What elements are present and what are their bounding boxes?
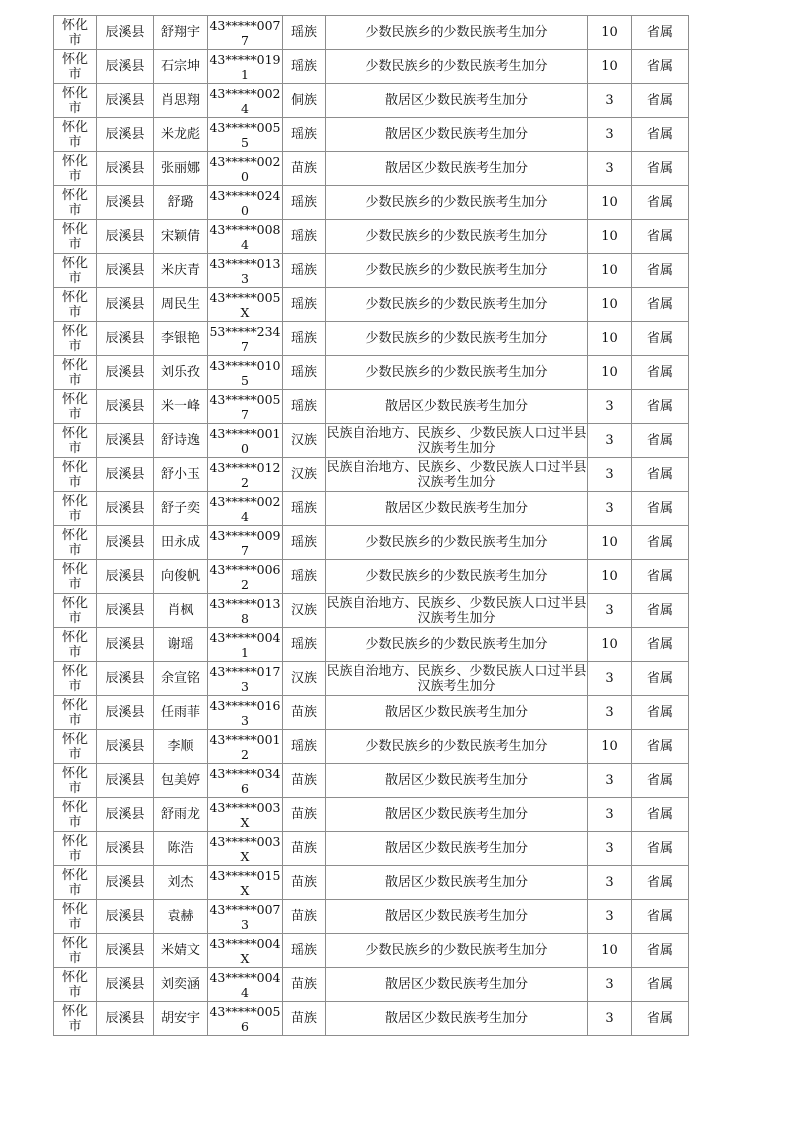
- bonus-policy-cell: 少数民族乡的少数民族考生加分: [326, 628, 588, 662]
- city-cell: 怀化 市: [54, 832, 97, 866]
- table-row: [54, 220, 689, 254]
- table-row: [54, 288, 689, 322]
- city-cell: 怀化 市: [54, 730, 97, 764]
- name-cell: 米一峰: [154, 390, 208, 424]
- county-cell: 辰溪县: [97, 696, 154, 730]
- bonus-policy-cell: 散居区少数民族考生加分: [326, 152, 588, 186]
- bonus-policy-cell: 散居区少数民族考生加分: [326, 764, 588, 798]
- bonus-policy-cell: 民族自治地方、民族乡、少数民族人口过半县汉族考生加分: [326, 425, 587, 456]
- ethnicity-cell: 瑶族: [283, 934, 326, 968]
- ethnicity-cell: 瑶族: [283, 186, 326, 220]
- bonus-points-cell: 3: [588, 390, 632, 424]
- level-cell: 省属: [632, 390, 689, 424]
- name-cell: 舒翔宇: [154, 16, 208, 50]
- table-row: [54, 1002, 689, 1036]
- table-row: [54, 424, 689, 458]
- city-cell: 怀化 市: [54, 628, 97, 662]
- county-cell: 辰溪县: [97, 526, 154, 560]
- id-number-cell: 43*****016 3: [209, 697, 281, 728]
- bonus-policy-cell: 散居区少数民族考生加分: [326, 696, 588, 730]
- bonus-policy-cell: 少数民族乡的少数民族考生加分: [326, 526, 588, 560]
- bonus-policy-cell: 散居区少数民族考生加分: [326, 832, 588, 866]
- bonus-policy-cell: 散居区少数民族考生加分: [326, 968, 588, 1002]
- table-row: [54, 118, 689, 152]
- name-cell: 米庆青: [154, 254, 208, 288]
- name-cell: 舒小玉: [154, 458, 208, 492]
- name-cell: 张丽娜: [154, 152, 208, 186]
- table-row: [54, 662, 689, 696]
- level-cell: 省属: [632, 594, 689, 628]
- bonus-points-cell: 3: [588, 424, 632, 458]
- bonus-policy-cell: 散居区少数民族考生加分: [326, 390, 588, 424]
- id-number-cell: 43*****003 X: [209, 799, 281, 830]
- bonus-points-cell: 3: [588, 118, 632, 152]
- bonus-points-cell: 3: [588, 594, 632, 628]
- county-cell: 辰溪县: [97, 730, 154, 764]
- county-cell: 辰溪县: [97, 152, 154, 186]
- table-row: [54, 50, 689, 84]
- id-number-cell: 43*****034 6: [209, 765, 281, 796]
- county-cell: 辰溪县: [97, 662, 154, 696]
- county-cell: 辰溪县: [97, 560, 154, 594]
- bonus-points-cell: 10: [588, 254, 632, 288]
- bonus-points-cell: 3: [588, 900, 632, 934]
- city-cell: 怀化 市: [54, 968, 97, 1002]
- bonus-policy-cell: 少数民族乡的少数民族考生加分: [326, 186, 588, 220]
- ethnicity-cell: 汉族: [283, 594, 326, 628]
- level-cell: 省属: [632, 526, 689, 560]
- ethnicity-cell: 瑶族: [283, 118, 326, 152]
- id-number-cell: 43*****009 7: [209, 527, 281, 558]
- name-cell: 石宗坤: [154, 50, 208, 84]
- county-cell: 辰溪县: [97, 254, 154, 288]
- name-cell: 余宣铭: [154, 662, 208, 696]
- bonus-policy-cell: 少数民族乡的少数民族考生加分: [326, 934, 588, 968]
- level-cell: 省属: [632, 254, 689, 288]
- ethnicity-cell: 苗族: [283, 1002, 326, 1036]
- id-number-cell: 43*****004 1: [209, 629, 281, 660]
- level-cell: 省属: [632, 934, 689, 968]
- bonus-points-cell: 10: [588, 288, 632, 322]
- ethnicity-cell: 苗族: [283, 866, 326, 900]
- level-cell: 省属: [632, 118, 689, 152]
- bonus-points-cell: 10: [588, 356, 632, 390]
- county-cell: 辰溪县: [97, 84, 154, 118]
- level-cell: 省属: [632, 866, 689, 900]
- bonus-points-cell: 10: [588, 628, 632, 662]
- bonus-points-cell: 3: [588, 84, 632, 118]
- ethnicity-cell: 瑶族: [283, 492, 326, 526]
- ethnicity-cell: 瑶族: [283, 288, 326, 322]
- level-cell: 省属: [632, 1002, 689, 1036]
- city-cell: 怀化 市: [54, 50, 97, 84]
- bonus-points-cell: 10: [588, 50, 632, 84]
- level-cell: 省属: [632, 730, 689, 764]
- id-number-cell: 53*****234 7: [209, 323, 281, 354]
- name-cell: 任雨菲: [154, 696, 208, 730]
- name-cell: 田永成: [154, 526, 208, 560]
- table-row: [54, 628, 689, 662]
- table-row: [54, 458, 689, 492]
- bonus-policy-cell: 散居区少数民族考生加分: [326, 900, 588, 934]
- level-cell: 省属: [632, 458, 689, 492]
- bonus-policy-cell: 散居区少数民族考生加分: [326, 1002, 588, 1036]
- ethnicity-cell: 苗族: [283, 696, 326, 730]
- id-number-cell: 43*****004 4: [209, 969, 281, 1000]
- bonus-policy-cell: 散居区少数民族考生加分: [326, 866, 588, 900]
- city-cell: 怀化 市: [54, 152, 97, 186]
- level-cell: 省属: [632, 322, 689, 356]
- name-cell: 舒诗逸: [154, 424, 208, 458]
- bonus-points-cell: 10: [588, 16, 632, 50]
- city-cell: 怀化 市: [54, 322, 97, 356]
- county-cell: 辰溪县: [97, 390, 154, 424]
- county-cell: 辰溪县: [97, 424, 154, 458]
- bonus-points-cell: 3: [588, 798, 632, 832]
- table-row: [54, 764, 689, 798]
- bonus-policy-cell: 民族自治地方、民族乡、少数民族人口过半县汉族考生加分: [326, 663, 587, 694]
- city-cell: 怀化 市: [54, 84, 97, 118]
- county-cell: 辰溪县: [97, 1002, 154, 1036]
- city-cell: 怀化 市: [54, 424, 97, 458]
- bonus-points-table: [53, 15, 689, 1036]
- ethnicity-cell: 侗族: [283, 84, 326, 118]
- table-row: [54, 594, 689, 628]
- level-cell: 省属: [632, 696, 689, 730]
- table-row: [54, 900, 689, 934]
- level-cell: 省属: [632, 764, 689, 798]
- bonus-points-cell: 10: [588, 934, 632, 968]
- bonus-points-cell: 10: [588, 730, 632, 764]
- id-number-cell: 43*****005 6: [209, 1003, 281, 1034]
- table-row: [54, 832, 689, 866]
- table-row: [54, 356, 689, 390]
- ethnicity-cell: 瑶族: [283, 322, 326, 356]
- name-cell: 刘奕涵: [154, 968, 208, 1002]
- bonus-points-cell: 10: [588, 322, 632, 356]
- name-cell: 舒子奕: [154, 492, 208, 526]
- bonus-policy-cell: 散居区少数民族考生加分: [326, 84, 588, 118]
- bonus-points-cell: 3: [588, 968, 632, 1002]
- bonus-policy-cell: 少数民族乡的少数民族考生加分: [326, 254, 588, 288]
- county-cell: 辰溪县: [97, 798, 154, 832]
- bonus-policy-cell: 少数民族乡的少数民族考生加分: [326, 16, 588, 50]
- city-cell: 怀化 市: [54, 220, 97, 254]
- bonus-policy-cell: 少数民族乡的少数民族考生加分: [326, 560, 588, 594]
- level-cell: 省属: [632, 16, 689, 50]
- table-row: [54, 322, 689, 356]
- level-cell: 省属: [632, 900, 689, 934]
- id-number-cell: 43*****013 3: [209, 255, 281, 286]
- bonus-policy-cell: 少数民族乡的少数民族考生加分: [326, 322, 588, 356]
- county-cell: 辰溪县: [97, 186, 154, 220]
- county-cell: 辰溪县: [97, 322, 154, 356]
- city-cell: 怀化 市: [54, 390, 97, 424]
- id-number-cell: 43*****007 3: [209, 901, 281, 932]
- id-number-cell: 43*****019 1: [209, 51, 281, 82]
- name-cell: 李顺: [154, 730, 208, 764]
- bonus-points-cell: 3: [588, 764, 632, 798]
- name-cell: 肖枫: [154, 594, 208, 628]
- bonus-policy-cell: 少数民族乡的少数民族考生加分: [326, 50, 588, 84]
- level-cell: 省属: [632, 152, 689, 186]
- id-number-cell: 43*****004 X: [209, 935, 281, 966]
- city-cell: 怀化 市: [54, 288, 97, 322]
- id-number-cell: 43*****002 4: [209, 493, 281, 524]
- county-cell: 辰溪县: [97, 50, 154, 84]
- bonus-points-cell: 3: [588, 866, 632, 900]
- county-cell: 辰溪县: [97, 118, 154, 152]
- level-cell: 省属: [632, 832, 689, 866]
- id-number-cell: 43*****006 2: [209, 561, 281, 592]
- ethnicity-cell: 苗族: [283, 152, 326, 186]
- bonus-policy-cell: 少数民族乡的少数民族考生加分: [326, 220, 588, 254]
- city-cell: 怀化 市: [54, 356, 97, 390]
- id-number-cell: 43*****007 7: [209, 17, 281, 48]
- name-cell: 米龙彪: [154, 118, 208, 152]
- name-cell: 袁赫: [154, 900, 208, 934]
- ethnicity-cell: 汉族: [283, 424, 326, 458]
- id-number-cell: 43*****015 X: [209, 867, 281, 898]
- ethnicity-cell: 苗族: [283, 832, 326, 866]
- table-row: [54, 390, 689, 424]
- level-cell: 省属: [632, 356, 689, 390]
- county-cell: 辰溪县: [97, 492, 154, 526]
- table-row: [54, 730, 689, 764]
- name-cell: 谢瑶: [154, 628, 208, 662]
- table-row: [54, 696, 689, 730]
- bonus-policy-cell: 民族自治地方、民族乡、少数民族人口过半县汉族考生加分: [326, 459, 587, 490]
- ethnicity-cell: 瑶族: [283, 220, 326, 254]
- bonus-points-cell: 3: [588, 696, 632, 730]
- county-cell: 辰溪县: [97, 458, 154, 492]
- city-cell: 怀化 市: [54, 118, 97, 152]
- county-cell: 辰溪县: [97, 628, 154, 662]
- bonus-policy-cell: 散居区少数民族考生加分: [326, 118, 588, 152]
- county-cell: 辰溪县: [97, 900, 154, 934]
- bonus-policy-cell: 散居区少数民族考生加分: [326, 492, 588, 526]
- city-cell: 怀化 市: [54, 900, 97, 934]
- city-cell: 怀化 市: [54, 798, 97, 832]
- county-cell: 辰溪县: [97, 832, 154, 866]
- name-cell: 舒雨龙: [154, 798, 208, 832]
- name-cell: 刘杰: [154, 866, 208, 900]
- id-number-cell: 43*****017 3: [209, 663, 281, 694]
- name-cell: 周民生: [154, 288, 208, 322]
- name-cell: 李银艳: [154, 322, 208, 356]
- level-cell: 省属: [632, 798, 689, 832]
- bonus-policy-cell: 散居区少数民族考生加分: [326, 798, 588, 832]
- id-number-cell: 43*****013 8: [209, 595, 281, 626]
- city-cell: 怀化 市: [54, 696, 97, 730]
- bonus-policy-cell: 少数民族乡的少数民族考生加分: [326, 730, 588, 764]
- table-row: [54, 934, 689, 968]
- name-cell: 包美婷: [154, 764, 208, 798]
- county-cell: 辰溪县: [97, 288, 154, 322]
- city-cell: 怀化 市: [54, 1002, 97, 1036]
- level-cell: 省属: [632, 492, 689, 526]
- level-cell: 省属: [632, 220, 689, 254]
- level-cell: 省属: [632, 424, 689, 458]
- county-cell: 辰溪县: [97, 16, 154, 50]
- name-cell: 舒璐: [154, 186, 208, 220]
- city-cell: 怀化 市: [54, 560, 97, 594]
- county-cell: 辰溪县: [97, 594, 154, 628]
- city-cell: 怀化 市: [54, 866, 97, 900]
- name-cell: 陈浩: [154, 832, 208, 866]
- bonus-points-cell: 3: [588, 832, 632, 866]
- county-cell: 辰溪县: [97, 220, 154, 254]
- id-number-cell: 43*****001 2: [209, 731, 281, 762]
- name-cell: 胡安宇: [154, 1002, 208, 1036]
- ethnicity-cell: 瑶族: [283, 560, 326, 594]
- id-number-cell: 43*****001 0: [209, 425, 281, 456]
- table-row: [54, 186, 689, 220]
- id-number-cell: 43*****002 4: [209, 85, 281, 116]
- city-cell: 怀化 市: [54, 186, 97, 220]
- level-cell: 省属: [632, 560, 689, 594]
- ethnicity-cell: 苗族: [283, 798, 326, 832]
- bonus-points-cell: 10: [588, 526, 632, 560]
- bonus-policy-cell: 民族自治地方、民族乡、少数民族人口过半县汉族考生加分: [326, 595, 587, 626]
- ethnicity-cell: 苗族: [283, 764, 326, 798]
- name-cell: 向俊帆: [154, 560, 208, 594]
- ethnicity-cell: 瑶族: [283, 526, 326, 560]
- id-number-cell: 43*****005 X: [209, 289, 281, 320]
- table-body: [54, 16, 689, 1036]
- city-cell: 怀化 市: [54, 458, 97, 492]
- id-number-cell: 43*****005 7: [209, 391, 281, 422]
- table-row: [54, 84, 689, 118]
- level-cell: 省属: [632, 968, 689, 1002]
- id-number-cell: 43*****003 X: [209, 833, 281, 864]
- table-row: [54, 254, 689, 288]
- ethnicity-cell: 苗族: [283, 968, 326, 1002]
- table-row: [54, 560, 689, 594]
- city-cell: 怀化 市: [54, 16, 97, 50]
- table-row: [54, 492, 689, 526]
- county-cell: 辰溪县: [97, 934, 154, 968]
- bonus-points-cell: 10: [588, 220, 632, 254]
- city-cell: 怀化 市: [54, 526, 97, 560]
- name-cell: 宋颖倩: [154, 220, 208, 254]
- city-cell: 怀化 市: [54, 934, 97, 968]
- name-cell: 刘乐孜: [154, 356, 208, 390]
- bonus-points-cell: 3: [588, 458, 632, 492]
- id-number-cell: 43*****024 0: [209, 187, 281, 218]
- ethnicity-cell: 瑶族: [283, 16, 326, 50]
- ethnicity-cell: 瑶族: [283, 628, 326, 662]
- name-cell: 肖思翔: [154, 84, 208, 118]
- id-number-cell: 43*****008 4: [209, 221, 281, 252]
- level-cell: 省属: [632, 186, 689, 220]
- ethnicity-cell: 瑶族: [283, 390, 326, 424]
- bonus-points-cell: 10: [588, 186, 632, 220]
- city-cell: 怀化 市: [54, 764, 97, 798]
- level-cell: 省属: [632, 628, 689, 662]
- city-cell: 怀化 市: [54, 594, 97, 628]
- id-number-cell: 43*****005 5: [209, 119, 281, 150]
- name-cell: 米婧文: [154, 934, 208, 968]
- county-cell: 辰溪县: [97, 356, 154, 390]
- bonus-points-cell: 3: [588, 152, 632, 186]
- ethnicity-cell: 瑶族: [283, 356, 326, 390]
- id-number-cell: 43*****002 0: [209, 153, 281, 184]
- ethnicity-cell: 瑶族: [283, 254, 326, 288]
- city-cell: 怀化 市: [54, 254, 97, 288]
- level-cell: 省属: [632, 662, 689, 696]
- bonus-points-cell: 3: [588, 662, 632, 696]
- bonus-points-cell: 3: [588, 492, 632, 526]
- county-cell: 辰溪县: [97, 866, 154, 900]
- bonus-points-cell: 10: [588, 560, 632, 594]
- county-cell: 辰溪县: [97, 968, 154, 1002]
- table-row: [54, 526, 689, 560]
- bonus-policy-cell: 少数民族乡的少数民族考生加分: [326, 288, 588, 322]
- level-cell: 省属: [632, 50, 689, 84]
- ethnicity-cell: 汉族: [283, 458, 326, 492]
- city-cell: 怀化 市: [54, 662, 97, 696]
- city-cell: 怀化 市: [54, 492, 97, 526]
- level-cell: 省属: [632, 288, 689, 322]
- ethnicity-cell: 瑶族: [283, 730, 326, 764]
- table-row: [54, 968, 689, 1002]
- table-row: [54, 152, 689, 186]
- table-row: [54, 866, 689, 900]
- id-number-cell: 43*****012 2: [209, 459, 281, 490]
- ethnicity-cell: 瑶族: [283, 50, 326, 84]
- table-row: [54, 16, 689, 50]
- ethnicity-cell: 汉族: [283, 662, 326, 696]
- level-cell: 省属: [632, 84, 689, 118]
- county-cell: 辰溪县: [97, 764, 154, 798]
- ethnicity-cell: 苗族: [283, 900, 326, 934]
- bonus-points-cell: 3: [588, 1002, 632, 1036]
- id-number-cell: 43*****010 5: [209, 357, 281, 388]
- bonus-policy-cell: 少数民族乡的少数民族考生加分: [326, 356, 588, 390]
- table-row: [54, 798, 689, 832]
